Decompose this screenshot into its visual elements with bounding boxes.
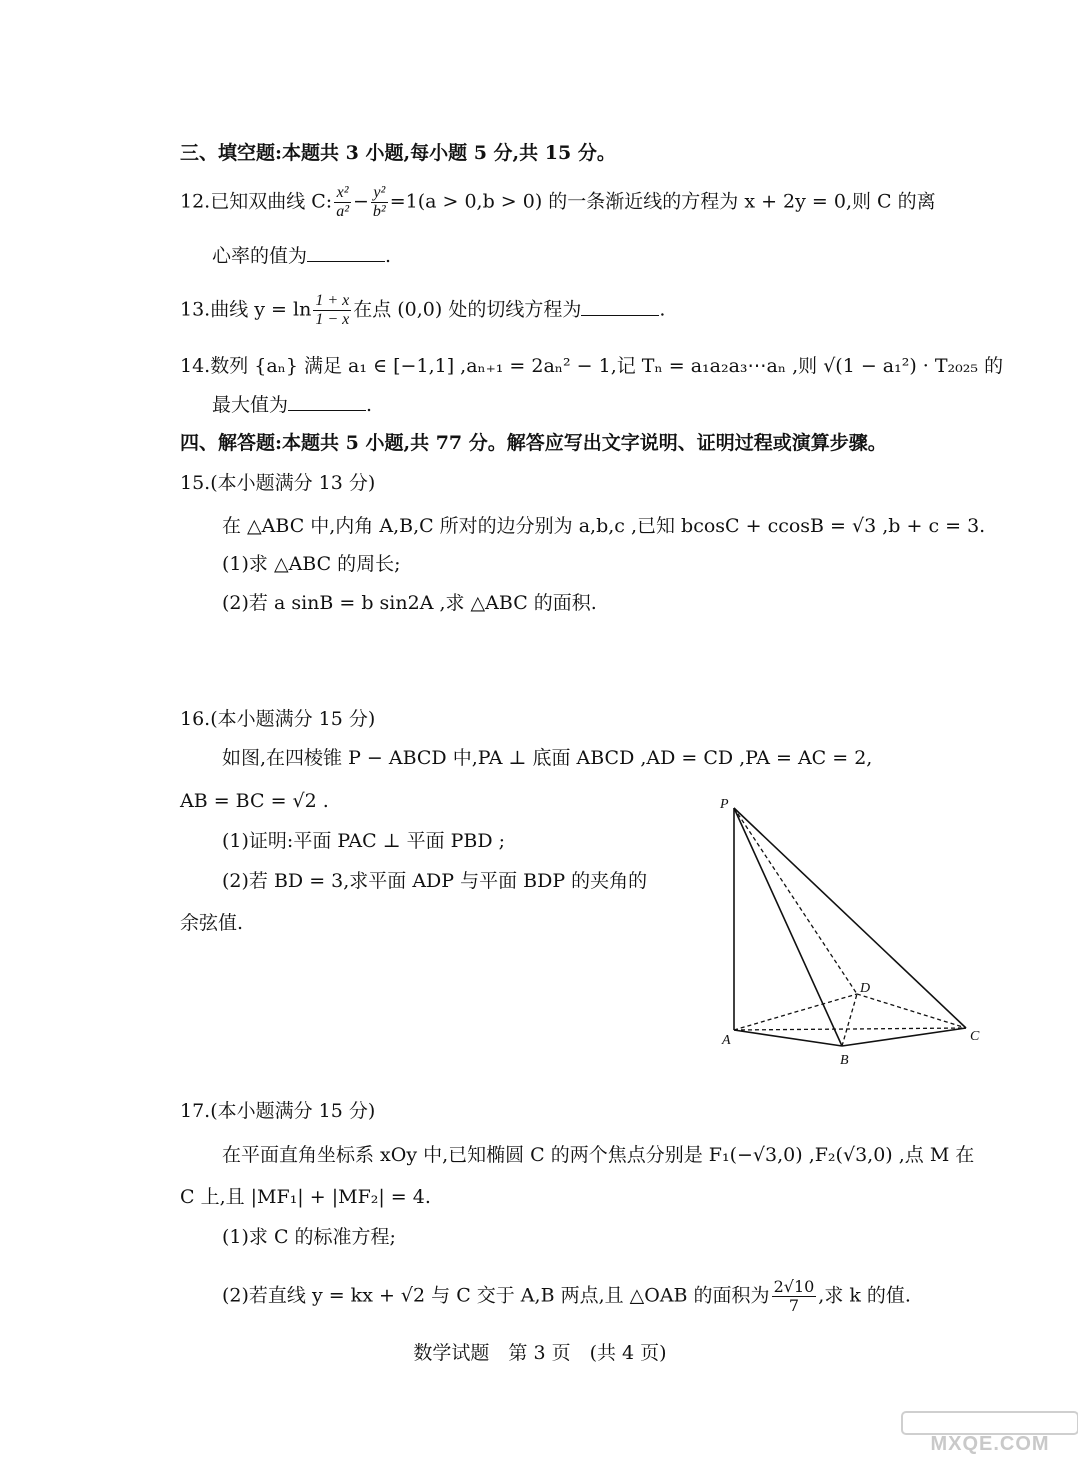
edge-PD	[734, 808, 857, 994]
watermark-site-text: MXQE.COM	[930, 1433, 1050, 1455]
q12-frac1-numerator: x²	[334, 184, 351, 203]
question-14-line-1: 14.数列 {aₙ} 满足 a₁ ∈ [−1,1] ,aₙ₊₁ = 2aₙ² − 1,记 Tₙ = a₁a₂a₃⋯aₙ ,则 √(1 − a₁²) · T₂₀₂₅ 的	[180, 355, 1004, 377]
q17-p2-suffix: ,求 k 的值.	[818, 1284, 911, 1307]
question-17-part-1: (1)求 C 的标准方程;	[222, 1226, 396, 1248]
diagonal-BD	[842, 994, 857, 1046]
section-3-header: 三、填空题:本题共 3 小题,每小题 5 分,共 15 分。	[180, 142, 616, 164]
q12-end: .	[385, 245, 392, 267]
edge-PC	[734, 808, 966, 1028]
q13-numerator: 1 + x	[315, 292, 350, 309]
question-17-stem-2: C 上,且 |MF₁| + |MF₂| = 4.	[180, 1186, 431, 1208]
pyramid-figure	[712, 790, 1002, 1080]
edge-BC	[842, 1028, 966, 1046]
label-P: P	[720, 797, 729, 812]
question-16-stem-2: AB = BC = √2 .	[180, 790, 329, 812]
q12-fraction-y	[371, 184, 388, 221]
q12-rest: =1(a > 0,b > 0) 的一条渐近线的方程为 x + 2y = 0,则 C 的离	[389, 190, 936, 213]
q14-answer-blank[interactable]	[288, 392, 366, 411]
page-footer: 数学试题 第 3 页 (共 4 页)	[413, 1342, 667, 1364]
question-17-part-2	[222, 1278, 911, 1315]
question-15-part-2: (2)若 a sinB = b sin2A ,求 △ABC 的面积.	[222, 592, 597, 614]
question-12-line-1	[180, 184, 936, 221]
label-C: C	[970, 1029, 980, 1044]
question-17-title: 17.(本小题满分 15 分)	[180, 1100, 376, 1122]
question-14-line-2	[212, 392, 372, 418]
q13-end: .	[659, 298, 666, 321]
edge-DC	[857, 994, 966, 1028]
q13-fraction	[313, 292, 351, 329]
section-4-header: 四、解答题:本题共 5 小题,共 77 分。解答应写出文字说明、证明过程或演算步骤。	[180, 432, 887, 454]
q12-frac2-denominator: b²	[372, 203, 386, 220]
q13-rest: 在点 (0,0) 处的切线方程为	[353, 298, 582, 321]
q13-prefix: 13.曲线 y = ln	[180, 298, 312, 321]
edge-PB	[734, 808, 842, 1046]
q17-frac-denominator: 7	[788, 1296, 800, 1315]
question-13	[180, 292, 665, 329]
question-15-part-1: (1)求 △ABC 的周长;	[222, 553, 401, 575]
question-17-stem-1: 在平面直角坐标系 xOy 中,已知椭圆 C 的两个焦点分别是 F₁(−√3,0) ,F₂(√3,0) ,点 M 在	[222, 1144, 975, 1166]
question-15-title: 15.(本小题满分 13 分)	[180, 472, 376, 494]
question-16-title: 16.(本小题满分 15 分)	[180, 708, 376, 730]
mxqe-watermark-logo	[898, 1410, 1078, 1456]
q12-prefix: 12.已知双曲线 C:	[180, 190, 333, 213]
diagonal-AC	[734, 1028, 966, 1030]
q12-line2-text: 心率的值为	[212, 245, 308, 267]
q17-area-fraction	[772, 1278, 817, 1315]
label-A: A	[722, 1033, 731, 1048]
q14-end: .	[366, 394, 373, 416]
label-D: D	[860, 981, 871, 996]
q12-frac2-numerator: y²	[371, 184, 388, 203]
q14-line2-text: 最大值为	[212, 394, 289, 416]
label-B: B	[840, 1053, 849, 1068]
question-12-line-2	[212, 243, 391, 269]
question-16-part-2: (2)若 BD = 3,求平面 ADP 与平面 BDP 的夹角的	[222, 870, 648, 892]
question-16-part-1: (1)证明:平面 PAC ⊥ 平面 PBD ;	[222, 830, 506, 852]
q12-minus: −	[353, 190, 369, 213]
question-16-stem-1: 如图,在四棱锥 P − ABCD 中,PA ⊥ 底面 ABCD ,AD = CD ,PA = AC = 2,	[222, 747, 873, 769]
q13-denominator: 1 − x	[315, 311, 350, 328]
question-16-part-2-cont: 余弦值.	[180, 912, 244, 934]
q12-fraction-x	[334, 184, 351, 221]
edge-AD	[734, 994, 857, 1030]
q12-answer-blank[interactable]	[307, 243, 385, 262]
q13-answer-blank[interactable]	[581, 297, 659, 316]
q12-frac1-denominator: a²	[336, 203, 349, 220]
edge-AB	[734, 1030, 842, 1046]
q17-p2-prefix: (2)若直线 y = kx + √2 与 C 交于 A,B 两点,且 △OAB 的面积为	[222, 1284, 770, 1307]
question-15-stem: 在 △ABC 中,内角 A,B,C 所对的边分别为 a,b,c ,已知 bcosC + ccosB = √3 ,b + c = 3.	[222, 515, 986, 537]
q17-frac-numerator: 2√10	[773, 1277, 815, 1296]
